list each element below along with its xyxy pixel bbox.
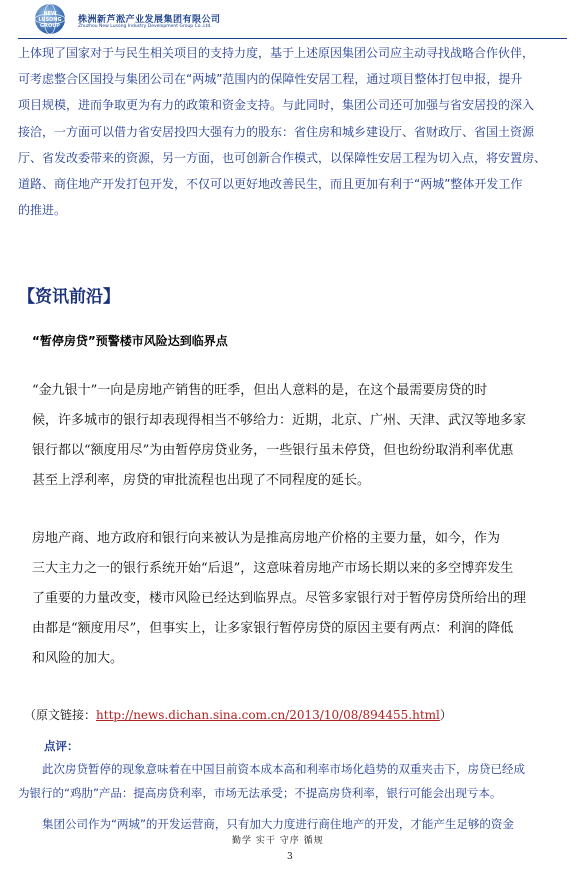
source-prefix: （原文链接： (24, 708, 97, 722)
article-line: 三大主力之一的银行系统开始“后退”，这意味着房地产市场长期以来的多空博弈发生 (32, 561, 514, 576)
article-line: 候，许多城市的银行却表现得相当不够给力：近期，北京、广州、天津、武汉等地多家 (32, 413, 527, 428)
footer-slogan: 勤学 实干 守序 循规 (232, 836, 324, 846)
company-name-cn: 株洲新芦淞产业发展集团有限公司 (78, 15, 221, 25)
article-line: 甚至上浮利率，房贷的审批流程也出现了不同程度的延长。 (32, 473, 371, 488)
source-citation (24, 706, 452, 723)
intro-line: 的推进。 (18, 203, 67, 218)
svg-text:NEW: NEW (43, 11, 57, 17)
article-paragraph-1 (32, 376, 557, 496)
svg-text:GROUP: GROUP (40, 23, 60, 29)
article-line: “金九银十”一向是房地产销售的旺季，但出人意料的是，在这个最需要房贷的时 (32, 383, 488, 398)
comment-line: 为银行的“鸡肋”产品：提高房贷利率，市场无法承受；不提高房贷利率，银行可能会出现亏本。 (18, 786, 502, 800)
section-title: 【资讯前沿】 (18, 287, 120, 307)
company-name-en: Zhuzhou New Lusong Industry Development Group Co.,Ltd. (78, 24, 212, 29)
intro-line: 厅、省发改委带来的资源，另一方面，也可创新合作模式，以保障性安居工程为切入点，将安置房、 (18, 150, 547, 165)
intro-line: 上体现了国家对于与民生相关项目的支持力度，基于上述原因集团公司应主动寻找战略合作伙伴， (18, 46, 535, 60)
comment-paragraph-1 (18, 757, 568, 805)
article-line: 房地产商、地方政府和银行向来被认为是推高房地产价格的主要力量，如今，作为 (32, 531, 501, 546)
source-link[interactable]: http://news.dichan.sina.com.cn/2013/10/08/894455.html (96, 708, 440, 722)
svg-text:LUSONG: LUSONG (38, 17, 62, 23)
page-header (0, 0, 585, 40)
article-title: “暂停房贷”预警楼市风险达到临界点 (32, 334, 228, 348)
header-divider (18, 38, 567, 39)
source-suffix: ） (439, 708, 452, 722)
comment-label: 点评： (44, 739, 79, 753)
article-line: 银行都以“额度用尽”为由暂停房贷业务，一些银行虽未停贷，但也纷纷取消利率优惠 (32, 443, 514, 458)
intro-line: 接洽，一方面可以借力省安居投四大强有力的股东：省住房和城乡建设厅、省财政厅、省国土资源 (18, 124, 535, 139)
page-number: 3 (287, 852, 293, 862)
comment-line: 此次房贷暂停的现象意味着在中国目前资本成本高和利率市场化趋势的双重夹击下，房贷已经成 (42, 762, 525, 776)
comment-line: 集团公司作为“两城”的开发运营商，只有加大力度进行商住地产的开发，才能产生足够的资金 (42, 817, 514, 831)
intro-line: 项目规模，进而争取更为有力的政策和资金支持。与此同时，集团公司还可加强与省安居投的深入 (18, 98, 535, 113)
intro-line: 道路、商住地产开发打包开发，不仅可以更好地改善民生，而且更加有利于“两城”整体开发工作 (18, 176, 523, 191)
intro-paragraph (18, 40, 568, 223)
article-line: 了重要的力量改变，楼市风险已经达到临界点。尽管多家银行对于暂停房贷所给出的理 (32, 591, 527, 606)
intro-line: 可考虑整合区国投与集团公司在“两城”范围内的保障性安居工程，通过项目整体打包申报，提升 (18, 72, 523, 87)
company-logo-icon (28, 2, 72, 36)
article-paragraph-2 (32, 524, 557, 674)
article-line: 和风险的加大。 (32, 651, 124, 666)
article-line: 由都是“额度用尽”，但事实上，让多家银行暂停房贷的原因主要有两点：利润的降低 (32, 621, 514, 636)
